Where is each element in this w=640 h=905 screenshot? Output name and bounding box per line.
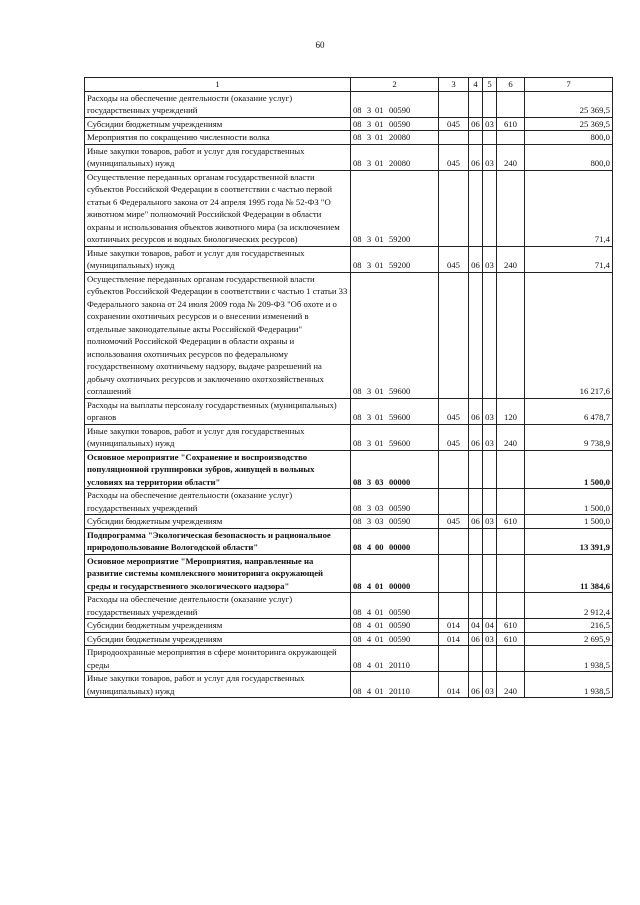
code-part: 08: [353, 685, 362, 696]
code-part: 08: [353, 580, 362, 591]
row-name: Иные закупки товаров, работ и услуг для государственных (муниципальных) нужд: [85, 246, 351, 272]
table-row: [85, 450, 613, 489]
row-expense-type: 240: [497, 424, 525, 450]
header-col-6: 6: [497, 78, 525, 92]
code-part: 00590: [389, 118, 411, 129]
row-expense-type: [497, 170, 525, 246]
row-grbs: [439, 489, 469, 515]
row-name: Подпрограмма "Экологическая безопасность и рациональное природопользование Вологодской области": [85, 528, 351, 554]
row-subsection: 03: [483, 246, 497, 272]
code-part: 4: [366, 685, 372, 696]
row-subsection: [483, 131, 497, 145]
code-part: 3: [366, 438, 372, 448]
row-subsection: [483, 450, 497, 489]
code-part: 3: [366, 502, 372, 513]
code-part: 08: [353, 620, 362, 630]
code-part: 20110: [389, 659, 410, 670]
row-sum: 1 500,0: [525, 489, 613, 515]
code-part: 00: [375, 542, 384, 552]
row-target-code: [351, 398, 439, 424]
header-col-4: 4: [469, 78, 483, 92]
row-grbs: 014: [439, 619, 469, 633]
code-part: 08: [353, 516, 362, 526]
table-row: [85, 619, 613, 633]
row-name: Расходы на обеспечение деятельности (оказание услуг) государственных учреждений: [85, 91, 351, 117]
row-target-code: [351, 117, 439, 131]
code-part: 3: [366, 412, 372, 422]
row-name: Субсидии бюджетным учреждениям: [85, 619, 351, 633]
code-part: 20080: [389, 158, 411, 168]
code-part: 01: [375, 234, 384, 244]
code-part: 3: [366, 260, 372, 270]
row-name: Основное мероприятие "Мероприятия, направленные на развитие системы комплексного мониторинга окружающей среды и государственного экологического надзора": [85, 554, 351, 593]
row-subsection: 03: [483, 144, 497, 170]
code-part: 59600: [389, 386, 411, 396]
code-part: 08: [353, 158, 362, 168]
row-target-code: [351, 554, 439, 593]
row-expense-type: 610: [497, 619, 525, 633]
row-target-code: [351, 672, 439, 698]
table-row: [85, 489, 613, 515]
code-part: 59600: [389, 412, 411, 422]
row-section: 04: [469, 619, 483, 633]
code-part: 3: [366, 132, 372, 142]
row-subsection: 03: [483, 632, 497, 646]
table-row: [85, 672, 613, 698]
code-part: 01: [375, 260, 384, 270]
row-target-code: [351, 144, 439, 170]
row-expense-type: [497, 646, 525, 672]
code-part: 00590: [389, 606, 411, 617]
row-subsection: [483, 528, 497, 554]
row-name: Расходы на обеспечение деятельности (оказание услуг) государственных учреждений: [85, 489, 351, 515]
row-grbs: [439, 91, 469, 117]
row-name: Субсидии бюджетным учреждениям: [85, 117, 351, 131]
code-part: 00590: [389, 516, 411, 526]
row-target-code: [351, 528, 439, 554]
row-sum: 1 500,0: [525, 515, 613, 529]
row-expense-type: [497, 91, 525, 117]
code-part: 4: [366, 633, 372, 644]
row-name: Расходы на выплаты персоналу государственных (муниципальных) органов: [85, 398, 351, 424]
code-part: 08: [353, 542, 362, 552]
row-expense-type: [497, 272, 525, 398]
code-part: 01: [375, 132, 384, 142]
row-grbs: 045: [439, 144, 469, 170]
code-part: 08: [353, 659, 362, 670]
row-grbs: [439, 528, 469, 554]
table-row: [85, 554, 613, 593]
code-part: 01: [375, 633, 384, 644]
row-subsection: 03: [483, 515, 497, 529]
row-target-code: [351, 272, 439, 398]
code-part: 00000: [389, 580, 411, 591]
table-row: [85, 117, 613, 131]
row-section: [469, 131, 483, 145]
row-subsection: [483, 272, 497, 398]
header-col-2: 2: [351, 78, 439, 92]
row-sum: 71,4: [525, 246, 613, 272]
row-name: Иные закупки товаров, работ и услуг для государственных (муниципальных) нужд: [85, 144, 351, 170]
row-sum: 25 369,5: [525, 117, 613, 131]
row-grbs: 045: [439, 424, 469, 450]
row-grbs: [439, 554, 469, 593]
row-section: [469, 593, 483, 619]
row-subsection: 03: [483, 398, 497, 424]
row-name: Иные закупки товаров, работ и услуг для государственных (муниципальных) нужд: [85, 672, 351, 698]
row-grbs: 045: [439, 246, 469, 272]
code-part: 4: [366, 580, 372, 591]
code-part: 01: [375, 438, 384, 448]
row-section: [469, 450, 483, 489]
row-expense-type: 610: [497, 515, 525, 529]
row-grbs: [439, 646, 469, 672]
row-section: 06: [469, 672, 483, 698]
row-name: Осуществление переданных органам государственной власти субъектов Российской Федерации в соответствии с частью 1 статьи 33 Федерального закона от 24 июля 2009 года № 209-ФЗ "Об охоте и о сохранении охотничьих ресурсов и о внесении изменений в отдельные законодательные акты Российской Федерации" полномочий Российской Федерации в области охраны и использования охотничьих ресурсов по федеральному государственному охотничьему надзору, выдаче разрешений на добычу охотничьих ресурсов и заключению охотхозяйственных соглашений: [85, 272, 351, 398]
code-part: 03: [375, 502, 384, 513]
row-expense-type: 240: [497, 144, 525, 170]
table-row: [85, 646, 613, 672]
row-subsection: 03: [483, 672, 497, 698]
table-row: [85, 246, 613, 272]
row-expense-type: 610: [497, 117, 525, 131]
code-part: 00590: [389, 502, 411, 513]
row-section: 06: [469, 398, 483, 424]
code-part: 01: [375, 412, 384, 422]
code-part: 08: [353, 633, 362, 644]
row-expense-type: [497, 593, 525, 619]
code-part: 01: [375, 158, 384, 168]
row-expense-type: [497, 131, 525, 145]
code-part: 59600: [389, 438, 411, 448]
row-section: 06: [469, 632, 483, 646]
code-part: 08: [353, 234, 362, 244]
code-part: 01: [375, 685, 384, 696]
row-grbs: [439, 593, 469, 619]
row-sum: 71,4: [525, 170, 613, 246]
row-section: 06: [469, 424, 483, 450]
table-row: [85, 398, 613, 424]
row-name: Основное мероприятие "Сохранение и воспроизводство популяционной группировки зубров, живущей в вольных условиях на территории области": [85, 450, 351, 489]
code-part: 4: [366, 620, 372, 630]
row-expense-type: [497, 489, 525, 515]
row-target-code: [351, 489, 439, 515]
row-target-code: [351, 646, 439, 672]
code-part: 00000: [389, 476, 411, 487]
row-target-code: [351, 515, 439, 529]
row-grbs: 014: [439, 672, 469, 698]
header-col-1: 1: [85, 78, 351, 92]
code-part: 01: [375, 606, 384, 617]
row-name: Расходы на обеспечение деятельности (оказание услуг) государственных учреждений: [85, 593, 351, 619]
table-row: [85, 272, 613, 398]
header-col-5: 5: [483, 78, 497, 92]
row-section: [469, 489, 483, 515]
row-name: Природоохранные мероприятия в сфере мониторинга окружающей среды: [85, 646, 351, 672]
row-expense-type: [497, 528, 525, 554]
header-col-7: 7: [525, 78, 613, 92]
code-part: 00590: [389, 620, 411, 630]
row-name: Мероприятия по сокращению численности волка: [85, 131, 351, 145]
table-row: [85, 528, 613, 554]
row-grbs: [439, 450, 469, 489]
row-name: Субсидии бюджетным учреждениям: [85, 515, 351, 529]
row-name: Иные закупки товаров, работ и услуг для государственных (муниципальных) нужд: [85, 424, 351, 450]
code-part: 08: [353, 118, 362, 129]
code-part: 01: [375, 105, 384, 115]
code-part: 59200: [389, 260, 411, 270]
row-expense-type: [497, 450, 525, 489]
row-expense-type: 240: [497, 672, 525, 698]
code-part: 08: [353, 476, 362, 487]
row-sum: 16 217,6: [525, 272, 613, 398]
row-target-code: [351, 619, 439, 633]
budget-table: [84, 77, 613, 698]
row-subsection: [483, 554, 497, 593]
table-row: [85, 144, 613, 170]
code-part: 00590: [389, 633, 411, 644]
code-part: 3: [366, 158, 372, 168]
row-subsection: [483, 91, 497, 117]
header-row: [85, 78, 613, 92]
code-part: 3: [366, 234, 372, 244]
code-part: 08: [353, 438, 362, 448]
table-row: [85, 593, 613, 619]
code-part: 3: [366, 516, 372, 526]
code-part: 3: [366, 105, 372, 115]
row-grbs: [439, 272, 469, 398]
row-target-code: [351, 91, 439, 117]
row-target-code: [351, 131, 439, 145]
row-section: [469, 91, 483, 117]
row-section: [469, 170, 483, 246]
code-part: 00590: [389, 105, 411, 115]
code-part: 3: [366, 386, 372, 396]
table-row: [85, 170, 613, 246]
row-subsection: [483, 170, 497, 246]
code-part: 4: [366, 659, 372, 670]
row-target-code: [351, 593, 439, 619]
code-part: 00000: [389, 542, 411, 552]
code-part: 20080: [389, 132, 411, 142]
table-row: [85, 91, 613, 117]
row-target-code: [351, 424, 439, 450]
row-name: Субсидии бюджетным учреждениям: [85, 632, 351, 646]
code-part: 59200: [389, 234, 411, 244]
row-target-code: [351, 632, 439, 646]
row-sum: 2 695,9: [525, 632, 613, 646]
code-part: 03: [375, 516, 384, 526]
row-grbs: [439, 170, 469, 246]
row-name: Осуществление переданных органам государственной власти субъектов Российской Федерации в соответствии с частью первой статьи 6 Федерального закона от 24 апреля 1995 года № 52-ФЗ "О животном мире" полномочий Российской Федерации в области охраны и использования объектов животного мира (за исключением охотничьих ресурсов и водных биологических ресурсов): [85, 170, 351, 246]
code-part: 01: [375, 659, 384, 670]
code-part: 01: [375, 386, 384, 396]
table-row: [85, 424, 613, 450]
row-section: [469, 528, 483, 554]
row-subsection: 04: [483, 619, 497, 633]
row-subsection: [483, 593, 497, 619]
row-sum: 9 738,9: [525, 424, 613, 450]
code-part: 20110: [389, 685, 410, 696]
row-section: 06: [469, 246, 483, 272]
code-part: 08: [353, 105, 362, 115]
code-part: 03: [375, 476, 384, 487]
row-sum: 1 500,0: [525, 450, 613, 489]
table-body: [85, 91, 613, 698]
row-subsection: 03: [483, 424, 497, 450]
row-sum: 2 912,4: [525, 593, 613, 619]
row-expense-type: 120: [497, 398, 525, 424]
page-number: 60: [315, 40, 325, 50]
row-sum: 800,0: [525, 144, 613, 170]
row-expense-type: [497, 554, 525, 593]
row-sum: 13 391,9: [525, 528, 613, 554]
code-part: 08: [353, 132, 362, 142]
code-part: 08: [353, 412, 362, 422]
code-part: 3: [366, 476, 372, 487]
row-target-code: [351, 170, 439, 246]
row-section: 06: [469, 515, 483, 529]
code-part: 08: [353, 386, 362, 396]
code-part: 08: [353, 260, 362, 270]
row-subsection: [483, 646, 497, 672]
row-section: [469, 646, 483, 672]
row-grbs: 014: [439, 632, 469, 646]
row-sum: 216,5: [525, 619, 613, 633]
table-row: [85, 632, 613, 646]
row-section: [469, 272, 483, 398]
code-part: 01: [375, 620, 384, 630]
table-row: [85, 515, 613, 529]
row-target-code: [351, 450, 439, 489]
code-part: 3: [366, 118, 372, 129]
row-sum: 800,0: [525, 131, 613, 145]
row-sum: 6 478,7: [525, 398, 613, 424]
row-expense-type: 610: [497, 632, 525, 646]
row-grbs: [439, 131, 469, 145]
row-grbs: 045: [439, 398, 469, 424]
code-part: 4: [366, 606, 372, 617]
code-part: 08: [353, 606, 362, 617]
row-grbs: 045: [439, 117, 469, 131]
row-sum: 1 938,5: [525, 672, 613, 698]
table-row: [85, 131, 613, 145]
row-grbs: 045: [439, 515, 469, 529]
row-section: 06: [469, 117, 483, 131]
row-sum: 25 369,5: [525, 91, 613, 117]
row-subsection: 03: [483, 117, 497, 131]
code-part: 01: [375, 580, 384, 591]
row-section: [469, 554, 483, 593]
code-part: 08: [353, 502, 362, 513]
row-expense-type: 240: [497, 246, 525, 272]
header-col-3: 3: [439, 78, 469, 92]
row-sum: 11 384,6: [525, 554, 613, 593]
code-part: 4: [366, 542, 372, 552]
row-subsection: [483, 489, 497, 515]
row-target-code: [351, 246, 439, 272]
row-section: 06: [469, 144, 483, 170]
code-part: 01: [375, 118, 384, 129]
row-sum: 1 938,5: [525, 646, 613, 672]
